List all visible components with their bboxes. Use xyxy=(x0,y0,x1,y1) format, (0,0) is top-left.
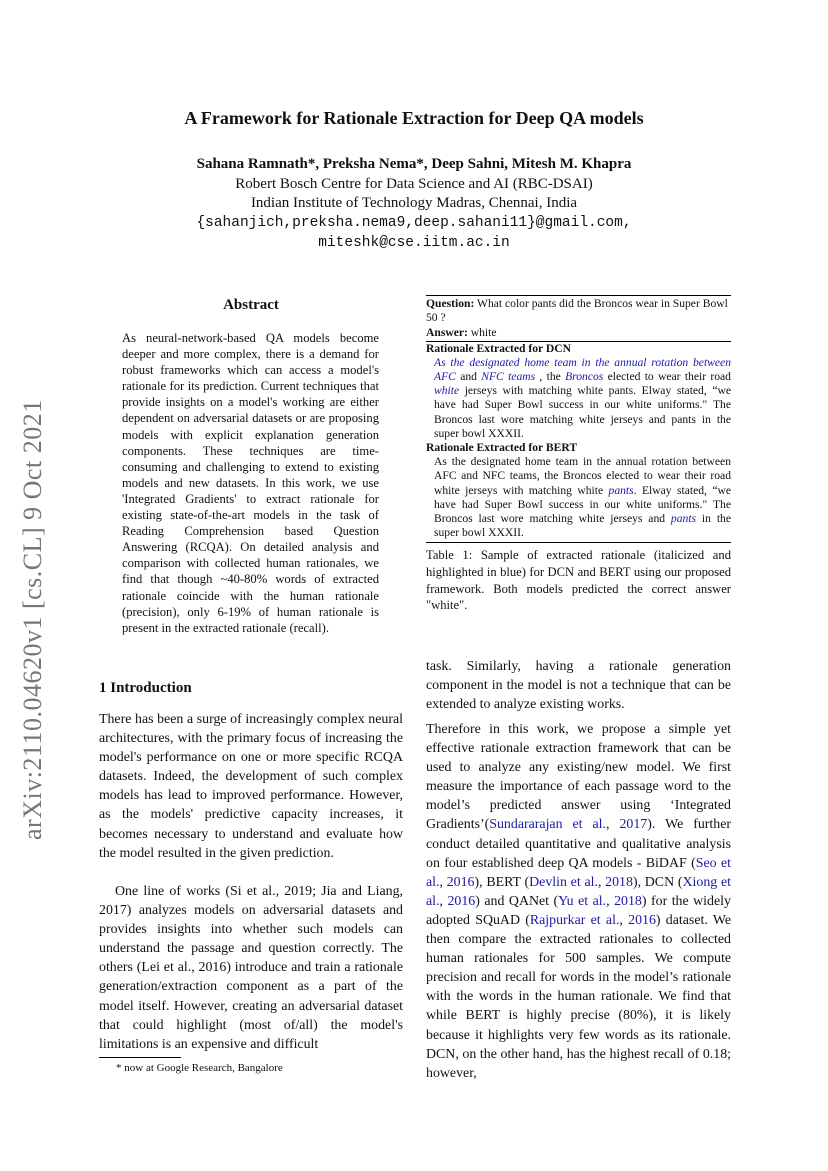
section-heading-introduction: 1 Introduction xyxy=(99,680,192,696)
affiliation-line-1: Robert Bosch Centre for Data Science and AI (RBC-DSAI) xyxy=(235,176,593,192)
affiliation-line-2: Indian Institute of Technology Madras, Chennai, India xyxy=(250,195,578,211)
right-paragraph-1: task. Similarly, having a rationale generation component in the model is not a technique that can be extended to analyze existing works. xyxy=(426,659,731,713)
dcn-rationale-heading: Rationale Extracted for DCN xyxy=(426,341,572,355)
dcn-rationale-text: As the designated home team in the annual rotation between AFC and NFC teams , the Broncos elected to wear their road white jerseys with matching white pants. Elway stated, “we have had Super Bowl success in our white uniforms." The Broncos last wore matching white jerseys and pants in the super bowl XXXII. xyxy=(434,355,731,440)
answer-label: Answer: xyxy=(426,326,468,340)
bert-rationale-text: As the designated home team in the annual rotation between AFC and NFC teams, the Broncos elected to wear their road white jerseys with matching white pants. Elway stated, “we have had Super Bowl success in our white uniforms." The Broncos last wore matching white jerseys and pants in the super bowl XXXII. xyxy=(434,455,731,540)
paper-title: A Framework for Rationale Extraction for Deep QA models xyxy=(184,108,644,128)
author-list: Sahana Ramnath*, Preksha Nema*, Deep Sahni, Mitesh M. Khapra xyxy=(196,156,632,172)
question-label: Question: xyxy=(426,297,475,310)
footnote-rule xyxy=(99,1057,181,1058)
email-line-1: {sahanjich,preksha.nema9,deep.sahani11}@gmail.com, xyxy=(196,215,632,231)
bert-rationale-heading: Rationale Extracted for BERT xyxy=(426,441,578,455)
footnote: * now at Google Research, Bangalore xyxy=(116,1062,283,1074)
table-bottom-rule xyxy=(426,542,731,543)
table-question xyxy=(426,296,731,326)
email-line-2: miteshk@cse.iitm.ac.in xyxy=(318,235,510,251)
table-answer xyxy=(426,326,731,340)
abstract-text: As neural-network-based QA models become deeper and more complex, there is a demand for robust frameworks which can access a model's rationale for its prediction. Current techniques that provide insights on a model's working are either dependent on adversarial datasets or are proposing models with explicit explanation generation components. These techniques are time-consuming and challenging to extend to existing models and new datasets. In this work, we use 'Integrated Gradients' to extract rationale for existing state-of-the-art models in the task of Reading Comprehension based Question Answering (RCQA). On detailed analysis and comparison with collected human rationales, we find that though ~40-80% words of extracted rationale coincide with the human rationale (precision), only 6-19% of human rationale is present in the extracted rationale (recall). xyxy=(122,331,379,635)
intro-paragraph-2: One line of works (Si et al., 2019; Jia and Liang, 2017) analyzes models on adversarial datasets and provides insights into whether such models can understand the passage and question correctly. The others (Lei et al., 2016) introduce and train a rationale generation/extraction component as a part of the model itself. However, creating an adversarial dataset that could highlight (most of/all) the model's limitations is an expensive and difficult xyxy=(99,884,403,1052)
intro-paragraph-1: There has been a surge of increasingly complex neural architectures, with the primary focus of increasing the model's performance on one or more specific RCQA datasets. Indeed, the development of such complex models has lead to improved performance. However, as the models' predictive capacity increases, it becomes necessary to understand and evaluate how the model resulted in the given prediction. xyxy=(99,712,403,861)
answer-text: white xyxy=(470,326,497,340)
right-paragraph-2: Therefore in this work, we propose a simple yet effective rationale extraction framework that can be used to analyze any existing/new model. We first measure the importance of each passage word to the model’s predicted answer using ‘Integrated Gradients’(Sundararajan et al., 2017). We further conduct detailed quantitative and qualitative analysis on four established deep QA models - BiDAF (Seo et al., 2016), BERT (Devlin et al., 2018), DCN (Xiong et al., 2016) and QANet (Yu et al., 2018) for the widely adopted SQuAD (Rajpurkar et al., 2016) dataset. We then compare the extracted rationales to collected human rationales for 500 samples. We compute precision and recall for words in the model’s rationale with the words in the human rationale. We find that while BERT is highly precise (80%), it is likely because it highlights very few words as its rationale. DCN, on the other hand, has the highest recall of 0.18; however, xyxy=(426,722,731,1081)
arxiv-identifier: arXiv:2110.04620v1 [cs.CL] 9 Oct 2021 xyxy=(18,399,47,840)
table-1 xyxy=(426,295,731,543)
table-caption: Table 1: Sample of extracted rationale (italicized and highlighted in blue) for DCN and BERT using our proposed framework. Both models predicted the correct answer "white". xyxy=(426,548,731,613)
question-text: What color pants did the Broncos wear in Super Bowl 50 ? xyxy=(426,297,728,325)
abstract-heading: Abstract xyxy=(223,297,279,313)
